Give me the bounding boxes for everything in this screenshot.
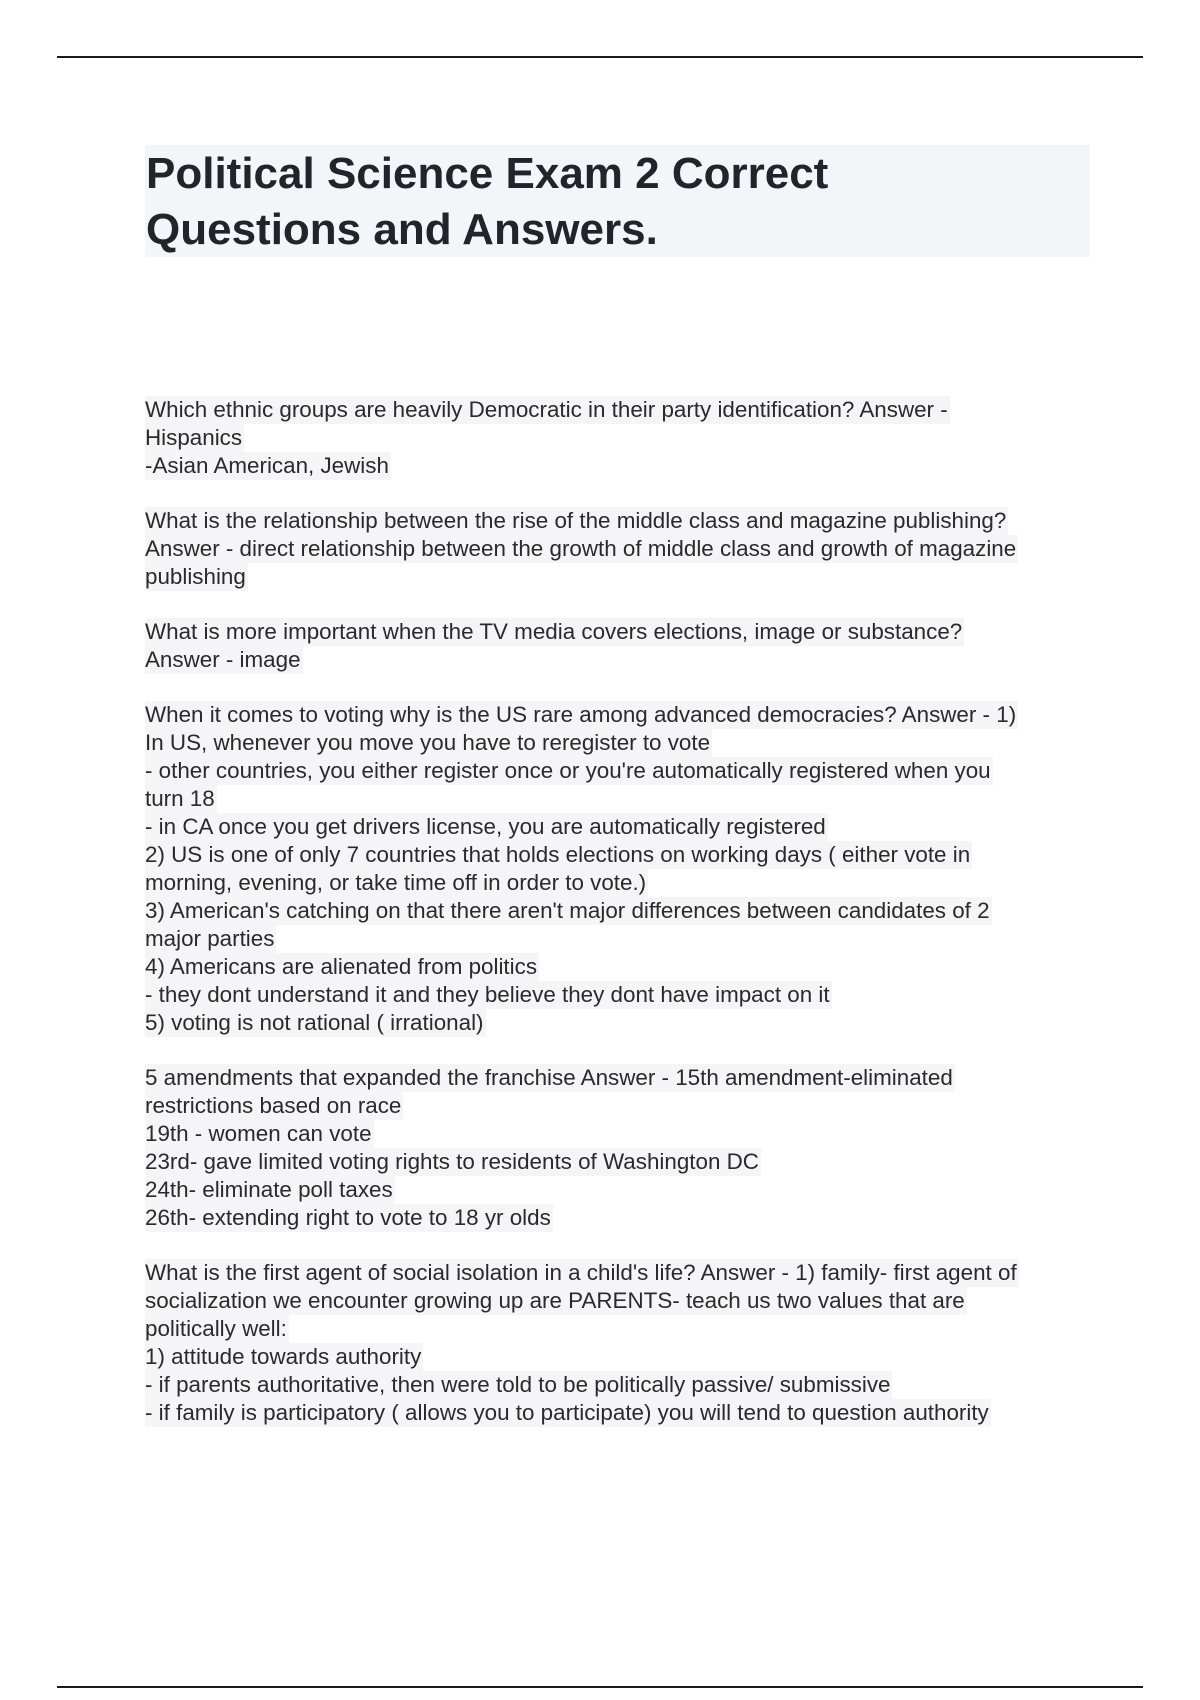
- text-line: 19th - women can vote: [145, 1121, 372, 1146]
- text-line: What is the first agent of social isolation in a child's life? Answer - 1) family- first agent of: [145, 1260, 1017, 1285]
- text-line: -Asian American, Jewish: [145, 453, 389, 478]
- qa-block: [145, 396, 1105, 480]
- qa-block: [145, 507, 1105, 591]
- qa-block: [145, 701, 1105, 1037]
- text-line: - other countries, you either register once or you're automatically registered when you: [145, 758, 991, 783]
- text-line: Answer - direct relationship between the growth of middle class and growth of magazine: [145, 536, 1017, 561]
- text-line: 5) voting is not rational ( irrational): [145, 1010, 484, 1035]
- text-line: morning, evening, or take time off in order to vote.): [145, 870, 647, 895]
- text-line: - if parents authoritative, then were told to be politically passive/ submissive: [145, 1372, 891, 1397]
- text-line: turn 18: [145, 786, 215, 811]
- bottom-rule: [57, 1686, 1143, 1688]
- text-line: When it comes to voting why is the US rare among advanced democracies? Answer - 1): [145, 702, 1017, 727]
- text-line: 4) Americans are alienated from politics: [145, 954, 538, 979]
- text-line: publishing: [145, 564, 246, 589]
- text-line: What is the relationship between the rise of the middle class and magazine publishing?: [145, 508, 1007, 533]
- title-line: Political Science Exam 2 Correct: [146, 149, 829, 198]
- text-line: socialization we encounter growing up are PARENTS- teach us two values that are: [145, 1288, 965, 1313]
- text-line: - if family is participatory ( allows you to participate) you will tend to question authority: [145, 1400, 989, 1425]
- text-line: 24th- eliminate poll taxes: [145, 1177, 393, 1202]
- title-line: Questions and Answers.: [146, 205, 658, 254]
- document-title: [146, 146, 1046, 258]
- text-line: Hispanics: [145, 425, 243, 450]
- text-line: Answer - image: [145, 647, 301, 672]
- top-rule: [57, 56, 1143, 58]
- text-line: - they dont understand it and they believe they dont have impact on it: [145, 982, 830, 1007]
- qa-block: [145, 618, 1105, 674]
- qa-block: [145, 1064, 1105, 1232]
- text-line: 2) US is one of only 7 countries that holds elections on working days ( either vote in: [145, 842, 971, 867]
- text-line: - in CA once you get drivers license, you are automatically registered: [145, 814, 826, 839]
- text-line: restrictions based on race: [145, 1093, 402, 1118]
- text-line: What is more important when the TV media covers elections, image or substance?: [145, 619, 963, 644]
- qa-block: [145, 1259, 1105, 1427]
- text-line: 3) American's catching on that there aren't major differences between candidates of 2: [145, 898, 990, 923]
- document-body: [145, 396, 1105, 1454]
- text-line: 26th- extending right to vote to 18 yr olds: [145, 1205, 551, 1230]
- text-line: 5 amendments that expanded the franchise Answer - 15th amendment-eliminated: [145, 1065, 953, 1090]
- text-line: Which ethnic groups are heavily Democratic in their party identification? Answer -: [145, 397, 948, 422]
- text-line: major parties: [145, 926, 275, 951]
- text-line: politically well:: [145, 1316, 287, 1341]
- text-line: In US, whenever you move you have to reregister to vote: [145, 730, 711, 755]
- text-line: 23rd- gave limited voting rights to residents of Washington DC: [145, 1149, 759, 1174]
- text-line: 1) attitude towards authority: [145, 1344, 422, 1369]
